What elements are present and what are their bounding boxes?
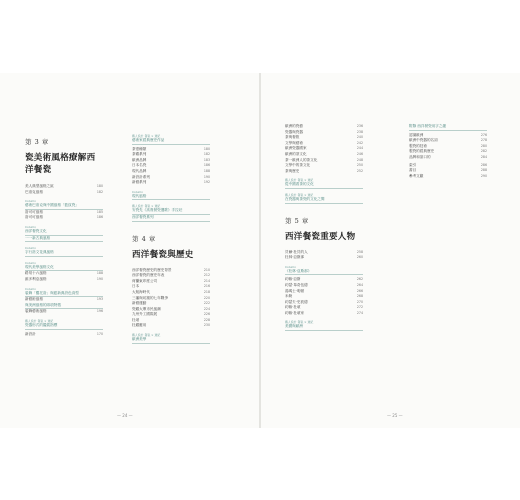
entry-title: 洛可可風格	[25, 209, 43, 214]
entry-page-number: 248	[356, 157, 363, 162]
entry-title: 巴洛克風格	[25, 189, 43, 194]
entry-page-number: 284	[480, 154, 487, 159]
toc-entry	[285, 197, 363, 204]
entry-page-number: 258	[356, 249, 363, 254]
right-page-column-1	[285, 124, 363, 333]
entry-title: 從中國看茶的文化	[285, 182, 314, 187]
toc-entry	[25, 309, 103, 315]
toc-entry	[285, 255, 363, 261]
section-tag: 藝人設計 餐瓷 × 道紀	[132, 134, 161, 138]
section-tag: 藝人設計 餐瓷 × 道紀	[132, 204, 161, 209]
entry-title: 茶碟系列	[132, 152, 147, 157]
left-page-column-1	[25, 137, 103, 339]
chapter-number: 第 4 章	[132, 234, 156, 243]
toc-entry	[25, 323, 103, 330]
entry-title: 貝爾·杜貝的人	[285, 249, 308, 254]
section-tag: Column	[25, 224, 37, 229]
section-tag: 藝人設計 餐瓷 × 道紀	[285, 320, 314, 325]
toc-entry	[25, 250, 103, 257]
toc-group	[409, 124, 487, 131]
entry-page-number: 272	[356, 305, 363, 310]
entry-page-number: 278	[480, 138, 487, 143]
entry-title: 認識歐洲	[409, 132, 424, 137]
toc-entry	[285, 311, 363, 317]
toc-group	[409, 163, 487, 180]
entry-title: 茶壺種類	[132, 146, 147, 151]
entry-page-number: 260	[356, 255, 363, 260]
toc-group	[285, 265, 363, 276]
entry-page-number: 180	[203, 146, 210, 151]
entry-page-number: 212	[203, 273, 210, 278]
toc-group	[132, 268, 210, 330]
entry-title: 西洋餐瓷的歷史年表	[132, 273, 165, 278]
entry-title: 西洋餐瓷系列	[132, 214, 154, 219]
section-tag: Column	[285, 264, 297, 269]
entry-title: 文學中的茶文化	[285, 163, 311, 168]
entry-page-number: 182	[203, 152, 210, 157]
toc-group	[285, 178, 363, 189]
right-page-column-2	[409, 124, 487, 181]
entry-title: 約翰·亞斯	[285, 277, 301, 282]
entry-page-number: 230	[203, 323, 210, 328]
entry-title: 約瑟夫·史波德	[285, 299, 308, 304]
entry-title: 歐洲中瓷器的名詞	[409, 138, 438, 143]
entry-page-number: 250	[356, 163, 363, 168]
entry-title: 路易十六風格	[25, 271, 47, 276]
toc-group	[25, 287, 103, 315]
entry-title: 品牌和窯口的	[409, 154, 431, 159]
chapter-number: 第 3 章	[25, 138, 49, 146]
entry-page-number: 266	[356, 288, 363, 293]
entry-page-number: 190	[203, 174, 210, 179]
entry-title: 字行洛文花典風格	[25, 250, 54, 255]
entry-page-number: 218	[203, 289, 210, 294]
section-tag: Column	[25, 260, 37, 265]
toc-group	[25, 319, 103, 330]
entry-page-number: 190	[96, 276, 103, 281]
chapter-title: 西洋餐瓷與歷史	[132, 249, 194, 260]
entry-page-number: 214	[203, 278, 210, 283]
toc-group	[285, 320, 363, 331]
entry-title: 現代品牌	[132, 168, 147, 173]
entry-title: 茶一歐洲人的茶文化	[285, 157, 318, 162]
entry-title: 索引	[409, 162, 417, 167]
entry-page-number: 262	[356, 277, 363, 282]
entry-page-number: 280	[480, 143, 487, 148]
toc-group	[25, 332, 103, 338]
toc-group	[25, 184, 103, 195]
entry-title: 歐洲的瓷藝	[285, 124, 303, 128]
entry-title: 製瓷的技術	[409, 143, 427, 148]
section-tag: 藝人設計 餐瓷 × 道紀	[132, 333, 161, 338]
entry-page-number: 246	[356, 151, 363, 156]
entry-title: 《杜林·亞斯那》	[285, 268, 312, 273]
toc-group	[285, 193, 363, 204]
toc-group	[285, 250, 363, 261]
toc-group	[25, 225, 103, 242]
entry-title: 湯瑪士·明頓	[285, 288, 305, 293]
entry-page-number: 290	[480, 173, 487, 178]
entry-page-number: 252	[356, 168, 363, 173]
entry-page-number: 268	[356, 294, 363, 299]
entry-page-number: 270	[356, 299, 363, 304]
entry-title: 歐洲美學	[132, 337, 147, 342]
left-page-folio: — 24 —	[117, 413, 133, 418]
entry-page-number: 180	[96, 184, 103, 188]
toc-entry	[25, 236, 103, 243]
section-tag: 藝人設計 餐瓷 × 道紀	[285, 178, 314, 183]
toc-entry	[132, 323, 210, 329]
entry-page-number: 226	[203, 312, 210, 317]
book-gutter	[259, 73, 261, 428]
section-tag: Column	[25, 246, 37, 251]
right-page-folio: — 25 —	[387, 413, 403, 418]
toc-group	[132, 190, 210, 201]
section-tag: 藝人設計 餐瓷 × 道紀	[25, 318, 54, 323]
entry-title: 茶與歷史	[285, 168, 300, 173]
entry-title: 歐洲的茶文化	[285, 151, 307, 156]
entry-page-number: 196	[96, 309, 103, 314]
entry-title: 藝術巴洛克與中國風格「藍紋瓷」	[25, 203, 79, 208]
entry-title: 一一新古典風格	[25, 235, 51, 240]
toc-entry	[409, 174, 487, 180]
chapter-title: 西洋餐瓷重要人物	[285, 231, 356, 242]
entry-page-number: 188	[96, 271, 103, 276]
left-page-column-2	[132, 130, 210, 346]
entry-title: 書目	[409, 168, 417, 173]
toc-entry	[25, 203, 103, 210]
entry-page-number: 186	[203, 163, 210, 168]
entry-title: 荷蘭東印度公司	[132, 278, 158, 283]
entry-page-number: 236	[356, 124, 363, 128]
toc-group	[25, 246, 103, 257]
entry-title: 西洋餐瓷歷史的歷史背景	[132, 267, 172, 272]
toc-entry	[285, 169, 363, 175]
toc-entry	[285, 324, 363, 331]
entry-page-number: 185	[96, 209, 103, 214]
entry-title: 歐洲瓷器國家	[285, 146, 307, 151]
entry-page-number: 240	[356, 135, 363, 140]
entry-page-number: 186	[96, 215, 103, 220]
toc-group	[285, 216, 363, 242]
chapter-number: 第 5 章	[285, 216, 309, 225]
entry-page-number: 242	[356, 140, 363, 145]
entry-page-number: 228	[203, 317, 210, 322]
chapter-title: 瓷美術風格療解西洋餐瓷	[25, 153, 96, 175]
entry-page-number: 210	[203, 267, 210, 272]
entry-page-number: 193	[96, 297, 103, 302]
entry-page-number: 192	[203, 180, 210, 185]
entry-page-number: 183	[203, 157, 210, 162]
toc-entry	[25, 229, 103, 236]
entry-title: 製瓷的經典歷史	[409, 149, 435, 154]
entry-title: 附錄 西洋餐瓷用字之趣	[409, 124, 447, 128]
entry-page-number: 276	[480, 132, 487, 137]
toc-entry	[409, 124, 487, 131]
entry-title: 藝術家經典歷史作品	[132, 138, 165, 142]
toc-group	[25, 199, 103, 221]
entry-title: 歐洲品牌	[132, 157, 147, 162]
toc-entry	[132, 208, 210, 215]
section-tag: Column	[132, 189, 144, 194]
entry-title: 現代美學風格文化	[25, 264, 54, 269]
entry-title: 在瓷器與茶瓷的文化之間	[285, 196, 325, 201]
entry-page-number: 274	[356, 310, 363, 315]
entry-title: 杜藏應用	[132, 323, 147, 328]
toc-group	[132, 204, 210, 221]
entry-title: 日本	[132, 284, 140, 289]
toc-group	[132, 234, 210, 260]
toc-group	[132, 147, 210, 186]
entry-page-number: 264	[356, 282, 363, 287]
entry-title: 約瑟·韋奇伍德	[285, 282, 308, 287]
entry-title: 參考文獻	[409, 173, 424, 178]
toc-entry	[132, 138, 210, 145]
entry-page-number: 238	[356, 129, 363, 134]
toc-group	[285, 124, 363, 174]
toc-entry	[285, 182, 363, 189]
entry-title: 杜頌	[132, 317, 140, 322]
entry-title: 杜林·亞斯那	[285, 255, 305, 260]
section-tag: 藝人設計 餐瓷 × 道紀	[285, 192, 314, 197]
toc-entry	[132, 194, 210, 201]
section-tag: Column	[25, 286, 37, 291]
entry-title: 美國與歐洲	[285, 324, 303, 329]
entry-title: 大航海時代	[132, 289, 150, 294]
entry-title: 裝飾「羅托洛」與藍新典設色高型	[25, 290, 79, 295]
entry-page-number: 288	[480, 168, 487, 173]
entry-page-number: 220	[203, 295, 210, 300]
toc-group	[132, 333, 210, 344]
entry-title: 米勒	[285, 294, 293, 299]
toc-group	[409, 133, 487, 161]
entry-page-number: 244	[356, 146, 363, 151]
entry-title: 文學與藝術	[285, 140, 303, 145]
toc-entry	[25, 332, 103, 338]
entry-title: 瓷器與瓷器	[285, 129, 303, 134]
toc-entry	[285, 269, 363, 276]
entry-title: 西洋餐瓷文化	[25, 228, 47, 233]
entry-page-number: 224	[203, 306, 210, 311]
entry-page-number: 170	[96, 331, 103, 336]
entry-title: 維多利亞風格	[25, 276, 47, 281]
entry-title: 三藩與切割的七年戰爭	[132, 295, 168, 300]
entry-title: 與美洲風格的兩項特徵	[25, 302, 61, 307]
entry-title: 瓷器形式的鑑賞指標	[25, 322, 58, 327]
toc-entry	[25, 215, 103, 221]
entry-title: 約翰·杜頌家	[285, 310, 305, 315]
entry-title: 新藝術風格	[25, 297, 43, 302]
toc-group	[132, 134, 210, 145]
entry-title: 日本名瓷	[132, 163, 147, 168]
entry-page-number: 282	[480, 149, 487, 154]
entry-title: 新設計	[25, 331, 36, 336]
entry-title: 安瓷先《高貴餐瓷選歌》手拉坯	[132, 208, 183, 213]
entry-page-number: 188	[203, 168, 210, 173]
toc-group	[25, 261, 103, 283]
entry-title: 茶與餐飲	[285, 135, 300, 140]
entry-title: 瓷藏大眾市民風潮	[132, 306, 161, 311]
entry-title: 九州外工國際展	[132, 312, 158, 317]
entry-page-number: 286	[480, 162, 487, 167]
entry-title: 新藝系列	[132, 180, 147, 185]
toc-entry	[25, 190, 103, 196]
entry-title: 新藝運動	[132, 301, 147, 306]
toc-entry	[25, 277, 103, 283]
entry-page-number: 222	[203, 301, 210, 306]
toc-group	[285, 277, 363, 316]
entry-title: 美人典型風格之區	[25, 184, 54, 188]
entry-title: 現代風格	[132, 193, 147, 198]
entry-title: 洛可可風格	[25, 215, 43, 220]
entry-page-number: 182	[96, 189, 103, 194]
entry-title: 裝飾藝術風格	[25, 309, 47, 314]
section-tag: Column	[25, 199, 37, 204]
toc-entry	[132, 337, 210, 344]
toc-entry	[132, 180, 210, 186]
toc-entry	[132, 215, 210, 222]
entry-title: 新設計系列	[132, 174, 150, 179]
entry-page-number: 216	[203, 284, 210, 289]
entry-title: 約翰·杜頌	[285, 305, 301, 310]
toc-entry	[409, 155, 487, 161]
